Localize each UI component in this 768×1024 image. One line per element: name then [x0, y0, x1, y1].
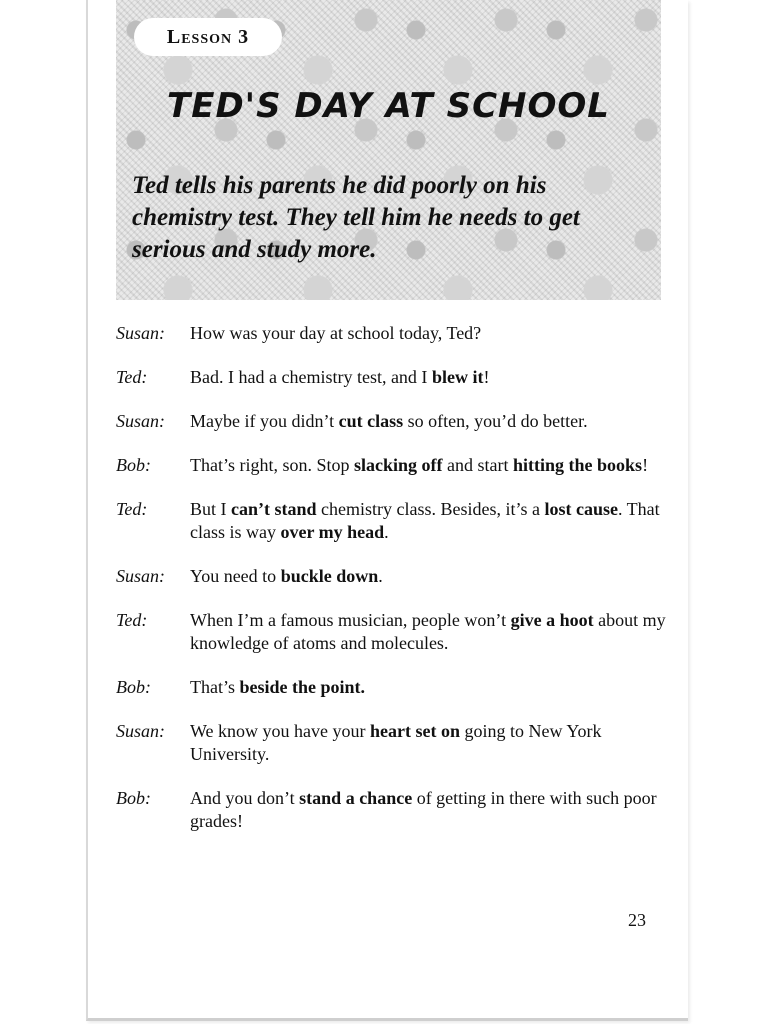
dialogue-text: [190, 565, 666, 588]
text-segment: We know you have your: [190, 721, 371, 741]
speaker-name: Susan:: [116, 323, 165, 343]
text-segment: . That class is way: [190, 499, 660, 542]
speaker-name: Bob:: [116, 788, 151, 808]
dialogue-line: [116, 410, 666, 433]
idiom-phrase: over my head: [280, 522, 385, 542]
speaker-name: Bob:: [116, 677, 151, 697]
dialogue-text: [190, 454, 666, 477]
speaker-name: Bob:: [116, 455, 151, 475]
dialogue-line: [116, 454, 666, 477]
idiom-phrase: hitting the books: [513, 455, 643, 475]
text-segment: When I’m a famous musician, people won’t: [190, 610, 511, 630]
idiom-phrase: buckle down: [280, 566, 379, 586]
text-segment: How was your day at school today, Ted?: [190, 323, 482, 343]
dialogue-line: [116, 498, 666, 544]
dialogue-line: [116, 676, 666, 699]
text-segment: That’s right, son. Stop: [190, 455, 355, 475]
dialogue-text: [190, 676, 666, 699]
lesson-label: Lesson 3: [134, 18, 282, 56]
idiom-phrase: give a hoot: [510, 610, 594, 630]
dialogue-text: [190, 787, 666, 833]
text-segment: You need to: [190, 566, 281, 586]
dialogue-line: [116, 609, 666, 655]
lesson-header: [116, 0, 661, 300]
text-segment: so often, you’d do better.: [403, 411, 588, 431]
dialogue-text: [190, 366, 666, 389]
text-segment: chemistry class. Besides, it’s a: [316, 499, 545, 519]
text-segment: !: [483, 367, 490, 387]
text-segment: .: [384, 522, 389, 542]
dialogue-text: [190, 322, 666, 345]
lesson-title: TED'S DAY AT SCHOOL: [167, 86, 610, 126]
speaker-name: Ted:: [116, 367, 148, 387]
dialogue-line: [116, 787, 666, 833]
text-segment: !: [642, 455, 649, 475]
speaker-name: Susan:: [116, 566, 165, 586]
idiom-phrase: lost cause: [544, 499, 618, 519]
dialogue-line: [116, 565, 666, 588]
idiom-phrase: slacking off: [354, 455, 443, 475]
dialogue-text: [190, 498, 666, 544]
idiom-phrase: can’t stand: [231, 499, 317, 519]
dialogue-text: [190, 720, 666, 766]
dialogue-list: [116, 322, 666, 854]
book-page: [86, 0, 688, 1021]
idiom-phrase: heart set on: [370, 721, 460, 741]
page-number: 23: [628, 910, 646, 930]
dialogue-line: [116, 720, 666, 766]
speaker-name: Ted:: [116, 610, 148, 630]
idiom-phrase: blew it: [431, 367, 484, 387]
text-segment: going to New York University.: [190, 721, 602, 764]
text-segment: Bad. I had a chemistry test, and I: [190, 367, 432, 387]
text-segment: But I: [190, 499, 232, 519]
dialogue-line: [116, 366, 666, 389]
idiom-phrase: beside the point.: [239, 677, 366, 697]
speaker-name: Ted:: [116, 499, 148, 519]
dialogue-text: [190, 410, 666, 433]
text-segment: That’s: [190, 677, 240, 697]
idiom-phrase: cut class: [338, 411, 404, 431]
text-segment: Maybe if you didn’t: [190, 411, 339, 431]
dialogue-text: [190, 609, 666, 655]
dialogue-line: [116, 322, 666, 345]
text-segment: of getting in there with such poor grades!: [190, 788, 657, 831]
text-segment: and start: [442, 455, 514, 475]
text-segment: about my knowledge of atoms and molecules.: [190, 610, 666, 653]
speaker-name: Susan:: [116, 721, 165, 741]
idiom-phrase: stand a chance: [299, 788, 413, 808]
speaker-name: Susan:: [116, 411, 165, 431]
text-segment: .: [378, 566, 383, 586]
lesson-summary: Ted tells his parents he did poorly on his chemistry test. They tell him he needs to get serious and study more.: [132, 172, 580, 263]
text-segment: And you don’t: [190, 788, 300, 808]
